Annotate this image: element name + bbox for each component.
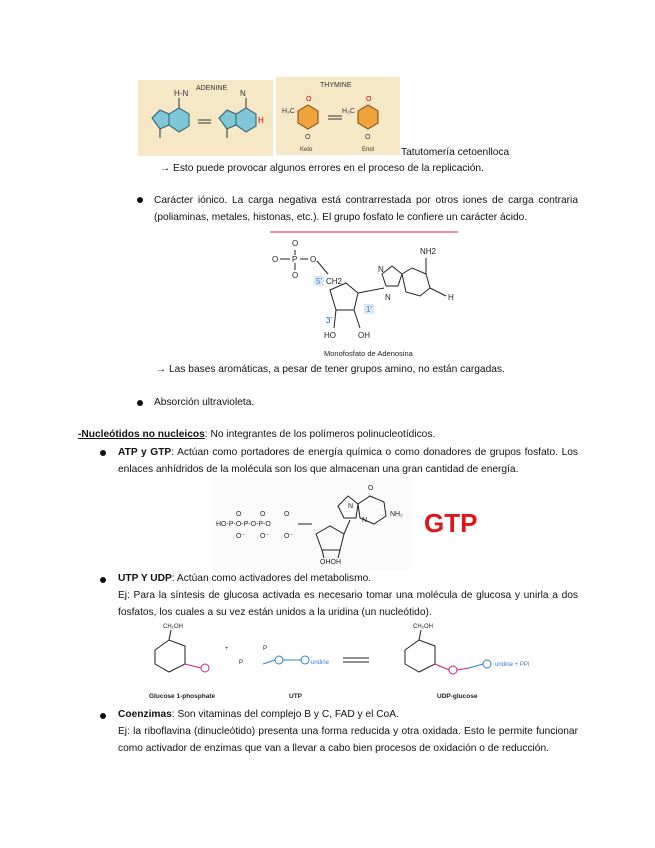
oh-label: OH: [358, 331, 370, 340]
svg-text:H: H: [448, 293, 454, 302]
keto-label: Keto: [300, 147, 313, 153]
atp-gtp-label: ATP y GTP: [118, 447, 172, 458]
svg-text:O: O: [365, 134, 371, 141]
udp-glucose-label: UDP-glucose: [437, 693, 478, 700]
amp-structure-image: [270, 228, 460, 360]
svg-text:O⁻: O⁻: [284, 533, 294, 540]
svg-text:O: O: [305, 134, 311, 141]
five-prime-label: 5': [316, 277, 322, 286]
phosphorus-label: P: [292, 255, 298, 264]
utp-udp-text: : Actúan como activadores del metabolismo.: [171, 573, 372, 584]
utp-udp-label: UTP Y UDP: [118, 573, 172, 584]
atp-gtp-text: : Actúan como portadores de energía química o como donadores de grupos fosfato. Los enlaces anhídridos de la molécula son los que almacenan una gran cantidad de energía.: [118, 447, 579, 475]
uv-absorption-text: Absorción ultravioleta.: [154, 397, 255, 408]
svg-text:N: N: [362, 517, 368, 524]
udp-glucose-reaction-image: [143, 620, 555, 704]
ch2-label: CH2: [326, 277, 343, 286]
thymine-tautomer-image: [276, 77, 400, 155]
svg-text:N: N: [240, 89, 246, 98]
bullet: [100, 713, 106, 719]
uridine-label: uridine: [311, 660, 330, 666]
bullet: [137, 197, 143, 203]
svg-text:O: O: [368, 485, 374, 492]
coenzymes-label: Coenzimas: [118, 709, 172, 720]
svg-text:O: O: [366, 96, 372, 103]
amp-caption: Monofosfato de Adenosina: [324, 349, 413, 358]
utp-udp-line: [118, 571, 371, 587]
svg-text:H₃C: H₃C: [342, 108, 355, 115]
adenine-label: ADENINE: [196, 85, 228, 92]
svg-text:N: N: [385, 293, 391, 302]
svg-text:CH₂OH: CH₂OH: [163, 624, 183, 630]
svg-text:H: H: [258, 116, 264, 125]
bullet: [100, 577, 106, 583]
bullet: [100, 450, 106, 456]
one-prime-label: 1': [366, 305, 372, 314]
tautomer-caption: Tatutomería cetoenlloca: [401, 147, 510, 158]
section-title: -Nucleótidos no nucleicos: [78, 429, 205, 440]
ionic-character-text: Carácter iónico. La carga negativa está contrarrestada por otros iones de carga contraria (poliaminas, metales, histonas, etc.). El grupo fosfato le confiere un carácter ácido.: [154, 195, 578, 223]
svg-text:O: O: [292, 239, 299, 248]
svg-text:O⁻: O⁻: [260, 533, 270, 540]
svg-text:O: O: [236, 511, 242, 518]
svg-text:O: O: [272, 255, 279, 264]
svg-text:CH₂OH: CH₂OH: [413, 624, 433, 630]
gtp-structure-image: [212, 476, 502, 570]
svg-text:H-N: H-N: [174, 89, 189, 98]
thymine-label: THYMINE: [320, 82, 352, 89]
svg-text:O: O: [306, 96, 312, 103]
adenine-tautomer-image: [138, 80, 273, 156]
coenzymes-example-text: Ej: la riboflavina (dinucleótido) presenta una forma reducida y otra oxidada. Esto le permite funcionar como activador de enzimas que van a llevar a cabo bien procesos de oxidación o de reducción.: [118, 726, 578, 754]
section-description: : No integrantes de los polímeros polinucleotídicos.: [204, 429, 436, 440]
gtp-label: GTP: [424, 508, 478, 538]
aromatic-bases-note: → Las bases aromáticas, a pesar de tener grupos amino, no están cargadas.: [156, 364, 505, 375]
coenzymes-line: [118, 707, 399, 723]
svg-text:N: N: [378, 265, 384, 274]
svg-text:O: O: [310, 255, 317, 264]
utp-label: UTP: [289, 693, 302, 700]
three-prime-label: 3': [326, 316, 332, 325]
svg-text:P: P: [239, 660, 244, 666]
atp-gtp-paragraph: [118, 444, 578, 478]
replication-note: → Esto puede provocar algunos errores en el proceso de la replicación.: [160, 163, 484, 174]
glucose-1-phosphate-label: Glucose 1-phosphate: [149, 693, 216, 700]
bullet: [137, 400, 143, 406]
ohoh-label: OHOH: [320, 559, 341, 566]
svg-text:N: N: [348, 503, 354, 510]
ho-label: HO: [324, 331, 336, 340]
svg-text:H₃C: H₃C: [282, 108, 295, 115]
coenzymes-text: : Son vitaminas del complejo B y C, FAD y el CoA.: [171, 709, 399, 720]
svg-text:+: +: [225, 646, 229, 652]
nh2-label: NH2: [420, 247, 437, 256]
svg-text:O: O: [260, 511, 266, 518]
section-heading: [78, 427, 435, 443]
enol-label: Enol: [362, 147, 375, 153]
svg-text:O⁻: O⁻: [236, 533, 246, 540]
svg-text:HO-P-O-P-O-P-O: HO-P-O-P-O-P-O: [216, 521, 271, 528]
svg-text:O: O: [292, 271, 299, 280]
svg-text:NH₂: NH₂: [390, 511, 403, 518]
utp-example-text: Ej: Para la síntesis de glucosa activada es necesario tomar una molécula de glucosa y unirla a dos fosfatos, los cuales a su vez están unidos a la uridina (un nucleótido).: [118, 590, 578, 618]
svg-text:O: O: [284, 511, 290, 518]
uridine-ppi-label: uridine + PPi: [495, 662, 530, 668]
svg-text:P: P: [263, 646, 268, 652]
